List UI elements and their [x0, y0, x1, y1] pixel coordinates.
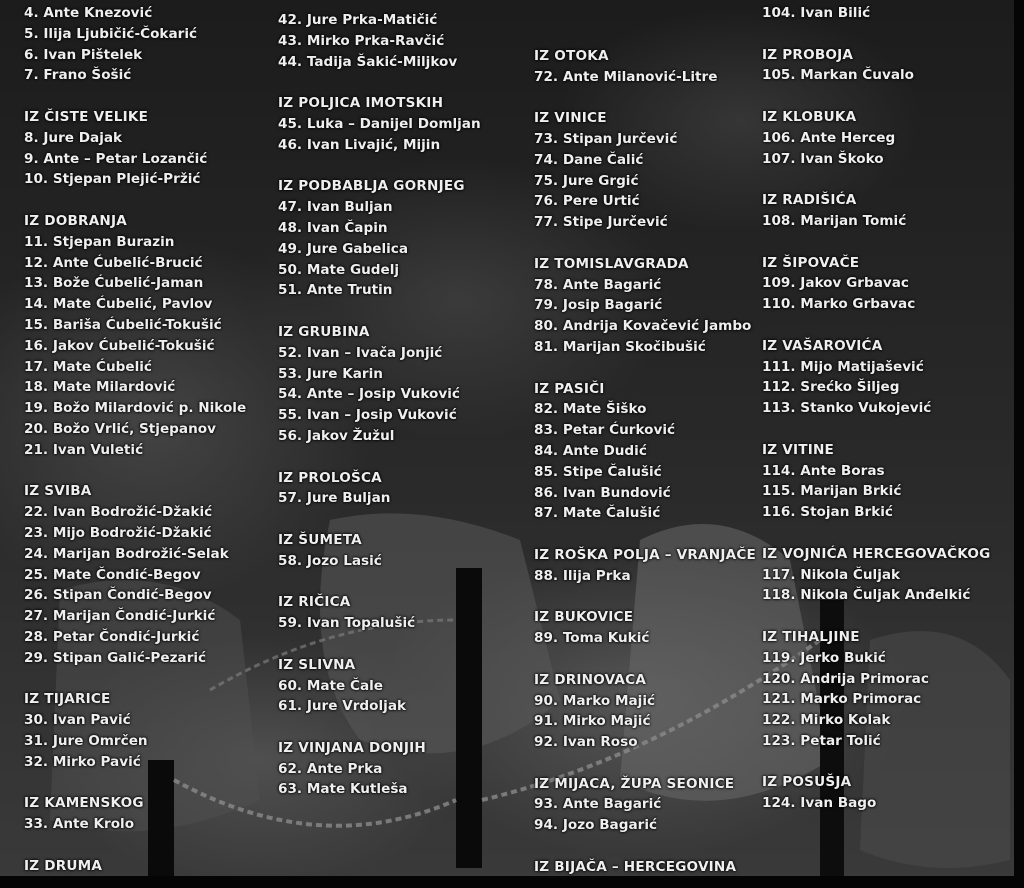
spacer	[24, 669, 246, 690]
name-entry: 89. Toma Kukić	[534, 630, 650, 647]
name-entry: 4. Ante Knezović	[24, 5, 153, 21]
spacer	[534, 836, 756, 857]
spacer	[762, 315, 990, 336]
name-entry: 111. Mijo Matijašević	[762, 358, 924, 375]
name-entry: 24. Marijan Bodrožić-Selak	[24, 545, 229, 562]
name-entry: 93. Ante Bagarić	[534, 796, 662, 813]
spacer	[278, 572, 481, 593]
section-heading: IZ TIJARICE	[24, 691, 111, 708]
section-heading: IZ VAŠAROVIĆA	[762, 337, 883, 354]
section-heading: IZ RIČICA	[278, 594, 351, 611]
section-heading: IZ ŠIPOVAČE	[762, 254, 860, 271]
name-entry: 32. Mirko Pavić	[24, 753, 141, 770]
name-entry: 122. Mirko Kolak	[762, 712, 891, 729]
name-entry: 86. Ivan Bundović	[534, 484, 671, 501]
spacer	[762, 86, 990, 107]
section-heading: IZ SVIBA	[24, 483, 92, 500]
spacer	[278, 72, 481, 93]
name-entry: 46. Ivan Livajić, Mijin	[278, 136, 441, 153]
name-entry: 33. Ante Krolo	[24, 816, 135, 833]
name-entry: 80. Andrija Kovačević Jambo	[534, 318, 752, 335]
name-entry: 120. Andrija Primorac	[762, 670, 929, 687]
name-entry: 52. Ivan – Ivača Jonjić	[278, 344, 443, 361]
name-entry: 104. Ivan Bilić	[762, 5, 871, 21]
name-entry: 58. Jozo Lasić	[278, 552, 382, 569]
name-entry: 26. Stipan Čondić-Begov	[24, 587, 212, 604]
spacer	[278, 156, 481, 177]
name-entry: 22. Ivan Bodrožić-Džakić	[24, 504, 213, 521]
section-heading: IZ VOJNIĆA HERCEGOVAČKOG	[762, 545, 991, 562]
section-heading: IZ ŠUMETA	[278, 531, 362, 548]
name-entry: 5. Ilija Ljubičić-Čokarić	[24, 25, 198, 42]
name-entry: 76. Pere Urtić	[534, 193, 640, 210]
name-entry: 21. Ivan Vuletić	[24, 441, 144, 458]
name-entry: 55. Ivan – Josip Vuković	[278, 407, 457, 424]
name-column-2	[278, 10, 481, 800]
name-entry: 113. Stanko Vukojević	[762, 400, 932, 417]
name-entry: 56. Jakov Žužul	[278, 427, 395, 444]
spacer	[762, 606, 990, 627]
name-entry: 61. Jure Vrdoljak	[278, 698, 407, 715]
spacer	[24, 190, 246, 211]
name-entry: 109. Jakov Grbavac	[762, 275, 909, 292]
image-border-right	[1014, 0, 1024, 888]
name-entry: 42. Jure Prka-Matičić	[278, 12, 438, 28]
section-heading: IZ OTOKA	[534, 47, 609, 64]
spacer	[534, 649, 756, 670]
section-heading: IZ BIJAČA – HERCEGOVINA	[534, 858, 737, 875]
spacer	[762, 169, 990, 190]
name-entry: 49. Jure Gabelica	[278, 240, 409, 257]
spacer	[762, 24, 990, 45]
name-entry: 29. Stipan Galić-Pezarić	[24, 649, 207, 666]
section-heading: IZ DOBRANJA	[24, 212, 127, 229]
name-entry: 57. Jure Buljan	[278, 490, 391, 507]
name-column-4	[762, 3, 990, 814]
section-heading: IZ PASIČI	[534, 380, 605, 397]
name-entry: 19. Božo Milardović p. Nikole	[24, 400, 247, 417]
section-heading: IZ PODBABLJA GORNJEG	[278, 178, 465, 195]
name-entry: 15. Bariša Ćubelić-Tokušić	[24, 316, 222, 333]
name-entry: 73. Stipan Jurčević	[534, 130, 678, 147]
name-entry: 81. Marijan Skočibušić	[534, 338, 706, 355]
spacer	[24, 772, 246, 793]
name-entry: 75. Jure Grgić	[534, 172, 639, 189]
section-heading: IZ POSUŠJA	[762, 774, 852, 791]
section-heading: IZ MIJACA, ŽUPA SEONICE	[534, 775, 735, 792]
name-entry: 27. Marijan Čondić-Jurkić	[24, 608, 216, 625]
name-entry: 53. Jure Karin	[278, 365, 383, 382]
section-heading: IZ VITINE	[762, 441, 835, 458]
image-border-bottom	[0, 876, 1024, 888]
spacer	[24, 835, 246, 856]
section-heading: IZ TOMISLAVGRADA	[534, 255, 689, 272]
name-entry: 54. Ante – Josip Vuković	[278, 386, 460, 403]
name-entry: 90. Marko Majić	[534, 692, 656, 709]
name-entry: 114. Ante Boras	[762, 462, 885, 479]
name-entry: 28. Petar Čondić-Jurkić	[24, 628, 200, 645]
name-entry: 116. Stojan Brkić	[762, 504, 893, 521]
name-entry: 59. Ivan Topalušić	[278, 615, 416, 632]
name-entry: 13. Bože Ćubelić-Jaman	[24, 275, 204, 292]
name-entry: 43. Mirko Prka-Ravčić	[278, 32, 445, 49]
section-heading: IZ PROLOŠCA	[278, 469, 382, 486]
spacer	[278, 717, 481, 738]
name-entry: 83. Petar Ćurković	[534, 422, 676, 439]
name-entry: 110. Marko Grbavac	[762, 296, 916, 313]
spacer	[762, 232, 990, 253]
name-entry: 121. Marko Primorac	[762, 691, 922, 708]
name-entry: 17. Mate Ćubelić	[24, 358, 152, 375]
section-heading: IZ TIHALJINE	[762, 628, 860, 645]
name-entry: 123. Petar Tolić	[762, 732, 881, 749]
name-entry: 79. Josip Bagarić	[534, 297, 663, 314]
spacer	[24, 86, 246, 107]
name-entry: 6. Ivan Pištelek	[24, 46, 143, 63]
name-entry: 105. Markan Čuvalo	[762, 67, 914, 84]
name-entry: 31. Jure Omrčen	[24, 732, 148, 749]
name-entry: 106. Ante Herceg	[762, 129, 896, 146]
section-heading: IZ SLIVNA	[278, 656, 356, 673]
section-heading: IZ RADIŠIĆA	[762, 192, 857, 209]
spacer	[278, 301, 481, 322]
name-entry: 60. Mate Čale	[278, 677, 383, 694]
spacer	[762, 523, 990, 544]
spacer	[762, 752, 990, 773]
name-entry: 72. Ante Milanović-Litre	[534, 68, 718, 85]
spacer	[534, 233, 756, 254]
name-entry: 63. Mate Kutleša	[278, 781, 408, 798]
name-entry: 7. Frano Šošić	[24, 67, 132, 84]
name-entry: 124. Ivan Bago	[762, 795, 877, 812]
name-entry: 78. Ante Bagarić	[534, 276, 662, 293]
name-entry: 48. Ivan Čapin	[278, 219, 388, 236]
section-heading: IZ DRINOVACA	[534, 671, 647, 688]
name-entry: 14. Mate Ćubelić, Pavlov	[24, 296, 213, 313]
name-entry: 18. Mate Milardović	[24, 379, 176, 396]
name-entry: 112. Srećko Šiljeg	[762, 379, 900, 396]
name-entry: 20. Božo Vrlić, Stjepanov	[24, 420, 216, 437]
name-entry: 25. Mate Čondić-Begov	[24, 566, 201, 583]
section-heading: IZ DRUMA	[24, 857, 103, 874]
spacer	[24, 461, 246, 482]
name-entry: 10. Stjepan Plejić-Pržić	[24, 171, 201, 188]
section-heading: IZ ROŠKA POLJA – VRANJAČE	[534, 546, 756, 563]
name-entry: 115. Marijan Brkić	[762, 483, 902, 500]
section-heading: IZ POLJICA IMOTSKIH	[278, 95, 444, 112]
spacer	[534, 587, 756, 608]
name-entry: 8. Jure Dajak	[24, 129, 123, 146]
name-entry: 44. Tadija Šakić-Miljkov	[278, 53, 458, 70]
name-entry: 11. Stjepan Burazin	[24, 233, 175, 250]
name-entry: 94. Jozo Bagarić	[534, 817, 658, 834]
name-column-3	[534, 25, 756, 878]
spacer	[534, 25, 756, 46]
section-heading: IZ KLOBUKA	[762, 108, 857, 125]
name-entry: 51. Ante Trutin	[278, 282, 393, 299]
name-entry: 107. Ivan Škoko	[762, 150, 884, 167]
name-entry: 118. Nikola Čuljak Anđelkić	[762, 587, 971, 604]
name-entry: 91. Mirko Majić	[534, 713, 651, 730]
name-entry: 47. Ivan Buljan	[278, 199, 393, 216]
spacer	[278, 509, 481, 530]
name-entry: 45. Luka – Danijel Domljan	[278, 115, 481, 132]
name-entry: 108. Marijan Tomić	[762, 212, 907, 229]
name-entry: 23. Mijo Bodrožić-Džakić	[24, 524, 212, 541]
name-entry: 119. Jerko Bukić	[762, 649, 886, 666]
name-entry: 9. Ante – Petar Lozančić	[24, 150, 208, 167]
spacer	[534, 87, 756, 108]
name-entry: 62. Ante Prka	[278, 760, 383, 777]
spacer	[534, 753, 756, 774]
name-entry: 74. Dane Čalić	[534, 151, 644, 168]
spacer	[278, 634, 481, 655]
name-entry: 87. Mate Čalušić	[534, 505, 661, 522]
name-entry: 77. Stipe Jurčević	[534, 214, 668, 231]
name-entry: 85. Stipe Čalušić	[534, 463, 662, 480]
spacer	[534, 358, 756, 379]
name-entry: 117. Nikola Čuljak	[762, 566, 901, 583]
spacer	[534, 524, 756, 545]
spacer	[278, 447, 481, 468]
name-entry: 88. Ilija Prka	[534, 567, 631, 584]
name-entry: 50. Mate Gudelj	[278, 261, 400, 278]
name-column-1	[24, 3, 246, 876]
section-heading: IZ VINICE	[534, 110, 607, 127]
name-entry: 12. Ante Ćubelić-Brucić	[24, 254, 203, 271]
spacer	[762, 419, 990, 440]
section-heading: IZ ČISTE VELIKE	[24, 108, 149, 125]
name-entry: 92. Ivan Roso	[534, 734, 638, 751]
name-entry: 84. Ante Dudić	[534, 442, 647, 459]
name-entry: 82. Mate Šiško	[534, 401, 647, 418]
section-heading: IZ BUKOVICE	[534, 609, 634, 626]
name-entry: 16. Jakov Ćubelić-Tokušić	[24, 337, 215, 354]
section-heading: IZ VINJANA DONJIH	[278, 739, 426, 756]
section-heading: IZ PROBOJA	[762, 46, 854, 63]
section-heading: IZ KAMENSKOG	[24, 795, 144, 812]
section-heading: IZ GRUBINA	[278, 323, 370, 340]
name-entry: 30. Ivan Pavić	[24, 712, 131, 729]
